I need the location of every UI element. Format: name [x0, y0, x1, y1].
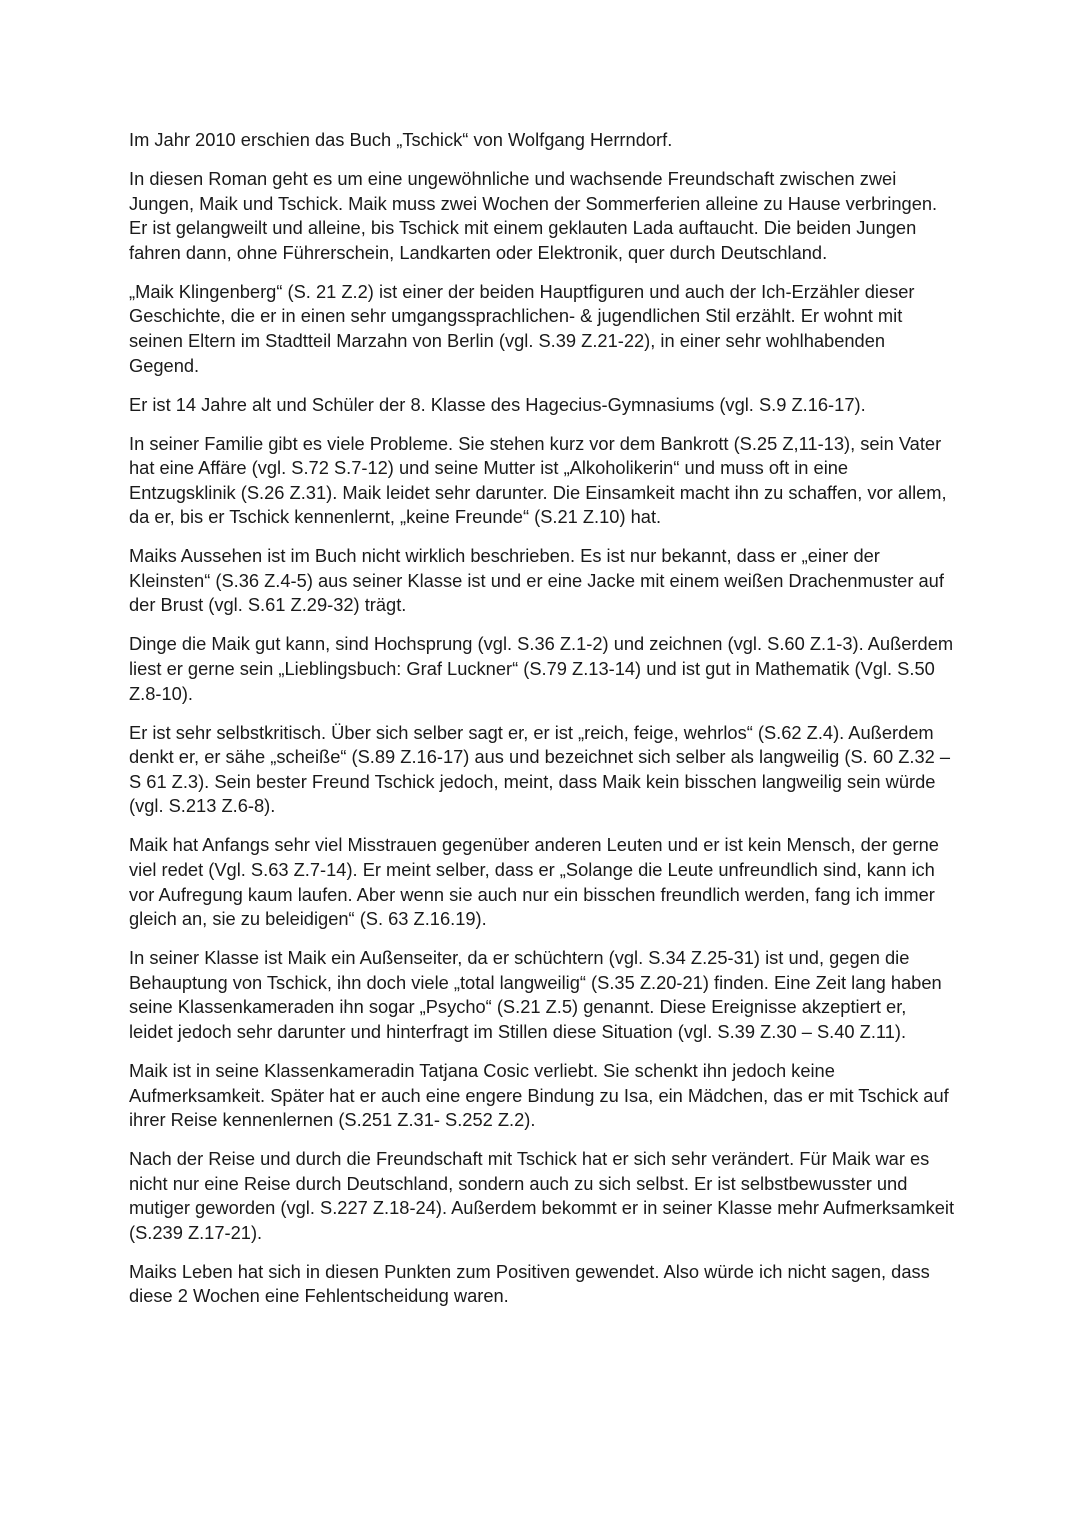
- paragraph-conclusion: Maiks Leben hat sich in diesen Punkten zum Positiven gewendet. Also würde ich nicht sagen, dass diese 2 Wochen eine Fehlentscheidung waren.: [129, 1260, 930, 1307]
- paragraph-change: Nach der Reise und durch die Freundschaft mit Tschick hat er sich sehr verändert. Für Maik war es nicht nur eine Reise durch Deutschland, sondern auch zu sich selbst. Er ist selbstbewusster und mutiger geworden (vgl. S.227 Z.18-24). Außerdem bekommt er in seiner Klasse mehr Aufmerksamkeit (S.239 Z.17-21).: [129, 1148, 955, 1243]
- paragraph-family: In seiner Familie gibt es viele Probleme. Sie stehen kurz vor dem Bankrott (S.25 Z,11-13), sein Vater hat eine Affäre (vgl. S.72 S.7-12) und seine Mutter ist „Alkoholikerin“ und muss oft in eine Entzugsklinik (S.26 Z.31). Maik leidet sehr darunter. Die Einsamkeit macht ihn zu schaffen, vor allem, da er, bis er Tschick kennenlernt, „keine Freunde“ (S.21 Z.10) hat.: [129, 432, 947, 528]
- paragraph-distrust: Maik hat Anfangs sehr viel Misstrauen gegenüber anderen Leuten und er ist kein Mensch, der gerne viel redet (Vgl. S.63 Z.7-14). Er meint selber, dass er „Solange die Leute unfreundlich sind, kann ich vor Aufregung kaum laufen. Aber wenn sie auch nur ein bisschen freundlich werden, fang ich immer gleich an, sie zu beleidigen“ (S. 63 Z.16.19).: [129, 834, 939, 930]
- paragraph-summary: In diesen Roman geht es um eine ungewöhnliche und wachsende Freundschaft zwischen zwei Jungen, Maik und Tschick. Maik muss zwei Wochen der Sommerferien alleine zu Hause verbringen. Er ist gelangweilt und alleine, bis Tschick mit einem geklauten Lada auftaucht. Die beiden Jungen fahren dann, ohne Führerschein, Landkarten oder Elektronik, quer durch Deutschland.: [129, 167, 938, 263]
- paragraph-narrator: „Maik Klingenberg“ (S. 21 Z.2) ist einer der beiden Hauptfiguren und auch der Ich-Erzähler dieser Geschichte, die er in einen sehr umgangssprachlichen- & jugendlichen Stil erzählt. Er wohnt mit seinen Eltern im Stadtteil Marzahn von Berlin (vgl. S.39 Z.21-22), in einer sehr wohlhabenden Gegend.: [129, 280, 915, 376]
- paragraph-self-critique: Er ist sehr selbstkritisch. Über sich selber sagt er, er ist „reich, feige, wehrlos“ (S.62 Z.4). Außerdem denkt er, er sähe „scheiße“ (S.89 Z.16-17) aus und bezeichnet sich selber als langweilig (S. 60 Z.32 – S 61 Z.3). Sein bester Freund Tschick jedoch, meint, dass Maik kein bisschen langweilig sein würde (vgl. S.213 Z.6-8).: [129, 721, 951, 817]
- document-body: [129, 128, 955, 1323]
- paragraph-appearance: Maiks Aussehen ist im Buch nicht wirklich beschrieben. Es ist nur bekannt, dass er „einer der Kleinsten“ (S.36 Z.4-5) aus seiner Klasse ist und er eine Jacke mit einem weißen Drachenmuster auf der Brust (vgl. S.61 Z.29-32) trägt.: [129, 545, 944, 616]
- paragraph-intro: Im Jahr 2010 erschien das Buch „Tschick“ von Wolfgang Herrndorf.: [129, 129, 673, 150]
- paragraph-outsider: In seiner Klasse ist Maik ein Außenseiter, da er schüchtern (vgl. S.34 Z.25-31) ist und, gegen die Behauptung von Tschick, ihn doch viele „total langweilig“ (S.35 Z.20-21) finden. Eine Zeit lang haben seine Klassenkameraden ihn sogar „Psycho“ (S.21 Z.5) genannt. Diese Ereignisse akzeptiert er, leidet jedoch sehr darunter und hinterfragt im Stillen diese Situation (vgl. S.39 Z.30 – S.40 Z.11).: [129, 947, 942, 1042]
- paragraph-abilities: Dinge die Maik gut kann, sind Hochsprung (vgl. S.36 Z.1-2) und zeichnen (vgl. S.60 Z.1-3). Außerdem liest er gerne sein „Lieblingsbuch: Graf Luckner“ (S.79 Z.13-14) und ist gut in Mathematik (Vgl. S.50 Z.8-10).: [129, 633, 954, 704]
- paragraph-age: Er ist 14 Jahre alt und Schüler der 8. Klasse des Hagecius-Gymnasiums (vgl. S.9 Z.16-17).: [129, 393, 866, 415]
- paragraph-love: Maik ist in seine Klassenkameradin Tatjana Cosic verliebt. Sie schenkt ihn jedoch keine Aufmerksamkeit. Später hat er auch eine engere Bindung zu Isa, ein Mädchen, das er mit Tschick auf ihrer Reise kennenlernen (S.251 Z.31- S.252 Z.2).: [129, 1059, 949, 1131]
